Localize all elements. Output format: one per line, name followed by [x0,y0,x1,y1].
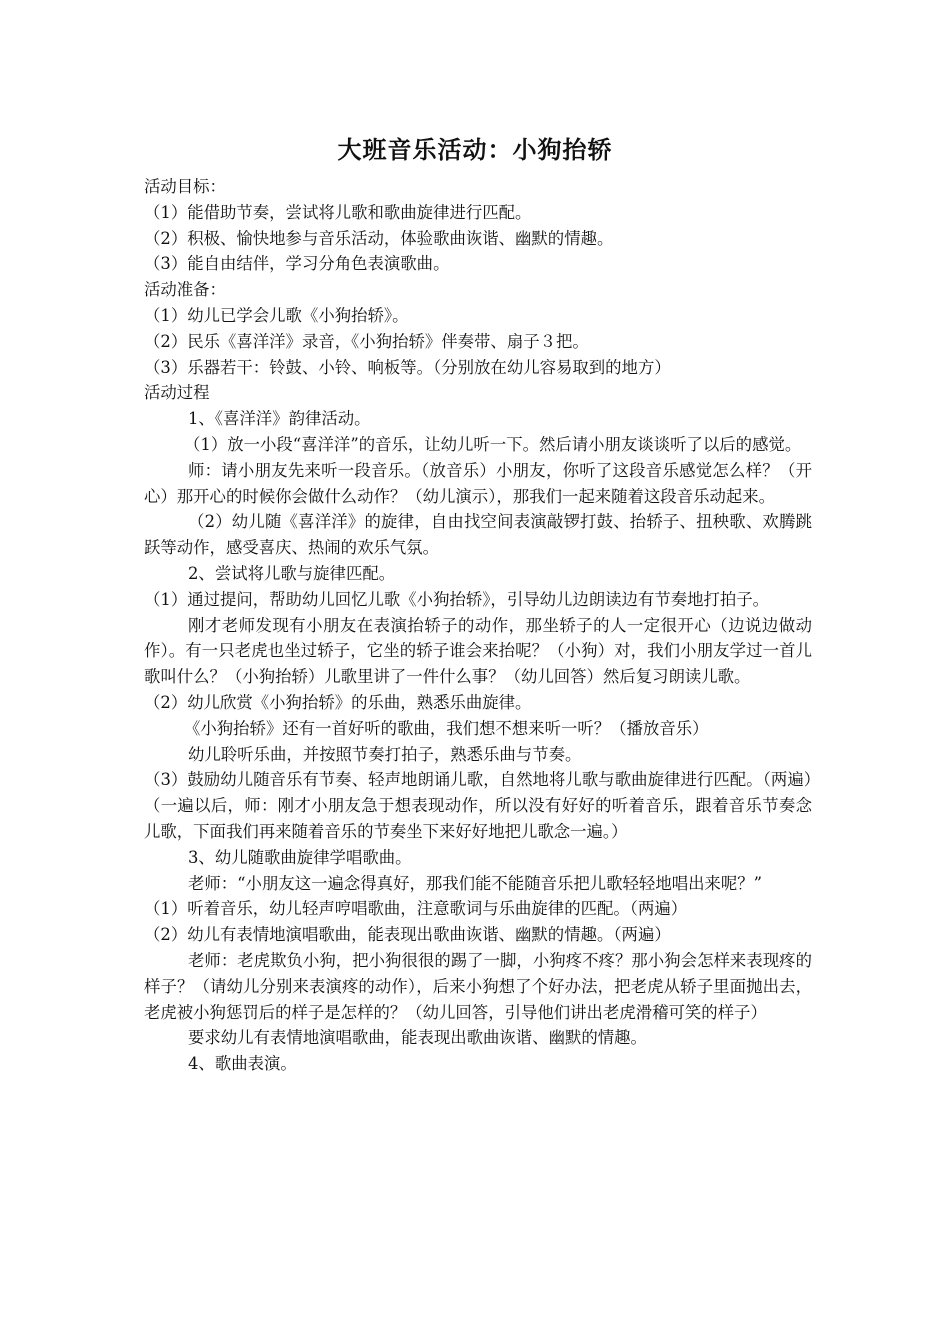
step-heading: 1、《喜洋洋》韵律活动。 [188,409,371,429]
document-title: 大班音乐活动：小狗抬轿 [337,135,613,164]
paragraph: 幼儿聆听乐曲，并按照节奏打拍子，熟悉乐曲与节奏。 [188,744,582,764]
paragraph: （2）幼儿欣赏《小狗抬轿》的乐曲，熟悉乐曲旋律。 [144,692,532,712]
paragraph: （2）幼儿随《喜洋洋》的旋律，自由找空间表演敲锣打鼓、抬轿子、扭秧歌、欢腾跳跃等动作，感受喜庆、热闹的欢乐气氛。 [144,512,812,558]
paragraph: （1）放一小段“喜洋洋”的音乐，让幼儿听一下。然后请小朋友谈谈听了以后的感觉。 [184,434,802,454]
paragraph: （1）听着音乐，幼儿轻声哼唱歌曲，注意歌词与乐曲旋律的匹配。（两遍） [144,899,688,919]
preparation-item: （1）幼儿已学会儿歌《小狗抬轿》。 [144,305,409,325]
section-heading-goals: 活动目标： [144,177,226,196]
paragraph: （3）鼓励幼儿随音乐有节奏、轻声地朗诵儿歌，自然地将儿歌与歌曲旋律进行匹配。（两遍）（一遍以后，师：刚才小朋友急于想表现动作，所以没有好好的听着音乐，跟着音乐节奏念儿歌，下面我们再来随着音乐的节奏坐下来好好地把儿歌念一遍。） [144,770,812,841]
paragraph: 《小狗抬轿》还有一首好听的歌曲，我们想不想来听一听？（播放音乐） [184,718,709,738]
paragraph: 老师：老虎欺负小狗，把小狗很很的踢了一脚，小狗疼不疼？那小狗会怎样来表现疼的样子？（请幼儿分别来表演疼的动作），后来小狗想了个好办法，把老虎从轿子里面抛出去，老虎被小狗惩罚后的样子是怎样的？（幼儿回答，引导他们讲出老虎滑稽可笑的样子） [144,950,812,1022]
preparation-item: （2）民乐《喜洋洋》录音，《小狗抬轿》伴奏带、扇子３把。 [144,331,589,351]
paragraph: 师：请小朋友先来听一段音乐。（放音乐）小朋友，你听了这段音乐感觉怎么样？（开心）那开心的时候你会做什么动作？（幼儿演示），那我们一起来随着这段音乐动起来。 [144,460,812,506]
goal-item: （3）能自由结伴，学习分角色表演歌曲。 [144,254,450,274]
paragraph: （2）幼儿有表情地演唱歌曲，能表现出歌曲诙谐、幽默的情趣。（两遍） [144,925,671,945]
step-heading: 2、尝试将儿歌与旋律匹配。 [188,563,396,583]
paragraph: （1）通过提问，帮助幼儿回忆儿歌《小狗抬轿》，引导幼儿边朗读边有节奏地打拍子。 [144,589,770,609]
preparation-item: （3）乐器若干：铃鼓、小铃、响板等。（分别放在幼儿容易取到的地方） [144,357,671,377]
step-heading: 3、幼儿随歌曲旋律学唱歌曲。 [188,847,412,867]
paragraph: 要求幼儿有表情地演唱歌曲，能表现出歌曲诙谐、幽默的情趣。 [188,1028,647,1048]
paragraph: 刚才老师发现有小朋友在表演抬轿子的动作，那坐轿子的人一定很开心（边说边做动作）。有一只老虎也坐过轿子，它坐的轿子谁会来抬呢？（小狗）对，我们小朋友学过一首儿歌叫什么？（小狗抬轿）儿歌里讲了一件什么事？（幼儿回答）然后复习朗读儿歌。 [144,615,812,687]
goal-item: （2）积极、愉快地参与音乐活动，体验歌曲诙谐、幽默的情趣。 [144,228,614,248]
document-body [144,174,812,1077]
goal-item: （1）能借助节奏，尝试将儿歌和歌曲旋律进行匹配。 [144,202,532,222]
step-heading: 4、歌曲表演。 [188,1054,297,1074]
paragraph: 老师：“小朋友这一遍念得真好，那我们能不能随音乐把儿歌轻轻地唱出来呢？” [188,873,763,893]
section-heading-process: 活动过程 [144,383,210,403]
section-heading-preparation: 活动准备： [144,280,226,300]
